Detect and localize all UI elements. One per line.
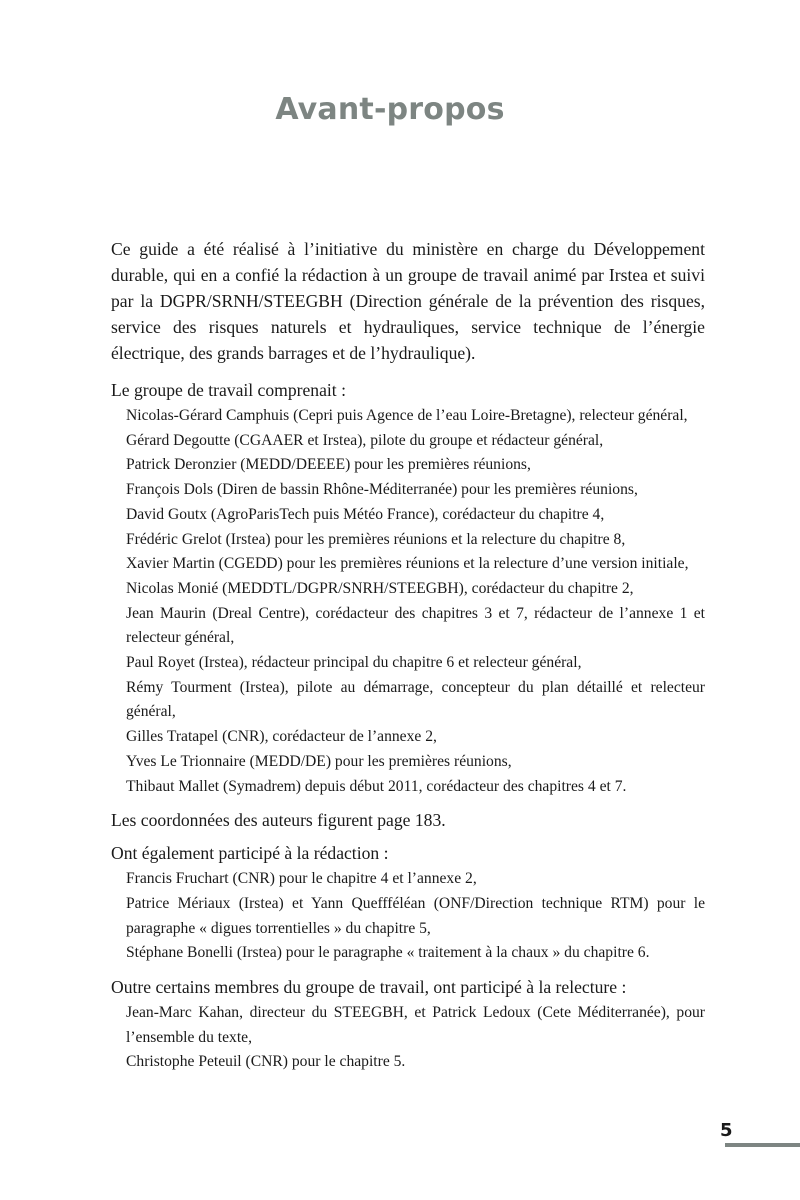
working-group-member: Rémy Tourment (Irstea), pilote au démarrage, concepteur du plan détaillé et relecteur général, <box>126 678 705 721</box>
contributor: Patrice Mériaux (Irstea) et Yann Queffféléan (ONF/Direction technique RTM) pour le paragraphe « digues torrentielles » du chapitre 5, <box>126 894 705 937</box>
working-group-member: François Dols (Diren de bassin Rhône-Méditerranée) pour les premières réunions, <box>126 481 638 499</box>
working-group-heading: Le groupe de travail comprenait : <box>111 380 346 400</box>
working-group-section <box>111 378 705 799</box>
working-group-member: Xavier Martin (CGEDD) pour les premières réunions et la relecture d’une version initiale, <box>126 555 689 573</box>
working-group-member: Gilles Tratapel (CNR), corédacteur de l’annexe 2, <box>126 728 437 746</box>
working-group-member: Paul Royet (Irstea), rédacteur principal du chapitre 6 et relecteur général, <box>126 654 582 672</box>
working-group-member: Yves Le Trionnaire (MEDD/DE) pour les premières réunions, <box>126 752 512 770</box>
working-group-member: David Goutx (AgroParisTech puis Météo France), corédacteur du chapitre 4, <box>126 505 605 523</box>
working-group-member: Gérard Degoutte (CGAAER et Irstea), pilote du groupe et rédacteur général, <box>126 431 604 449</box>
page-number: 5 <box>720 1120 733 1141</box>
also-participated-section <box>111 841 705 966</box>
page-content <box>111 236 705 1084</box>
working-group-member: Nicolas-Gérard Camphuis (Cepri puis Agence de l’eau Loire-Bretagne), relecteur général, <box>126 407 688 424</box>
working-group-member: Frédéric Grelot (Irstea) pour les premières réunions et la relecture du chapitre 8, <box>126 530 626 548</box>
reviewers-list <box>111 1001 705 1075</box>
page-number-rule <box>725 1143 800 1147</box>
working-group-list <box>111 404 705 799</box>
working-group-member: Thibaut Mallet (Symadrem) depuis début 2011, corédacteur des chapitres 4 et 7. <box>126 777 627 795</box>
contributor: Stéphane Bonelli (Irstea) pour le paragraphe « traitement à la chaux » du chapitre 6. <box>126 944 650 962</box>
page-title: Avant-propos <box>275 92 505 127</box>
reviewers-section <box>111 975 705 1075</box>
also-participated-list <box>111 867 705 966</box>
working-group-member: Jean Maurin (Dreal Centre), corédacteur des chapitres 3 et 7, rédacteur de l’annexe 1 et relecteur général, <box>126 604 705 647</box>
also-participated-heading: Ont également participé à la rédaction : <box>111 843 389 864</box>
working-group-member: Patrick Deronzier (MEDD/DEEEE) pour les premières réunions, <box>126 456 531 474</box>
reviewer: Christophe Peteuil (CNR) pour le chapitre 5. <box>126 1053 406 1071</box>
reviewer: Jean-Marc Kahan, directeur du STEEGBH, et Patrick Ledoux (Cete Méditerranée), pour l’ensemble du texte, <box>126 1004 705 1046</box>
reviewers-heading: Outre certains membres du groupe de travail, ont participé à la relecture : <box>111 977 627 998</box>
intro-paragraph: Ce guide a été réalisé à l’initiative du ministère en charge du Développement durable, qui en a confié la rédaction à un groupe de travail animé par Irstea et suivi par la DGPR/SRNH/STEEGBH (Direction générale de la prévention des risques, service des risques naturels et hydrauliques, service technique de l’énergie électrique, des grands barrages et de l’hydraulique). <box>111 239 705 363</box>
working-group-member: Nicolas Monié (MEDDTL/DGPR/SNRH/STEEGBH), corédacteur du chapitre 2, <box>126 579 634 597</box>
contributor: Francis Fruchart (CNR) pour le chapitre 4 et l’annexe 2, <box>126 870 477 888</box>
authors-note: Les coordonnées des auteurs figurent page 183. <box>111 810 446 831</box>
